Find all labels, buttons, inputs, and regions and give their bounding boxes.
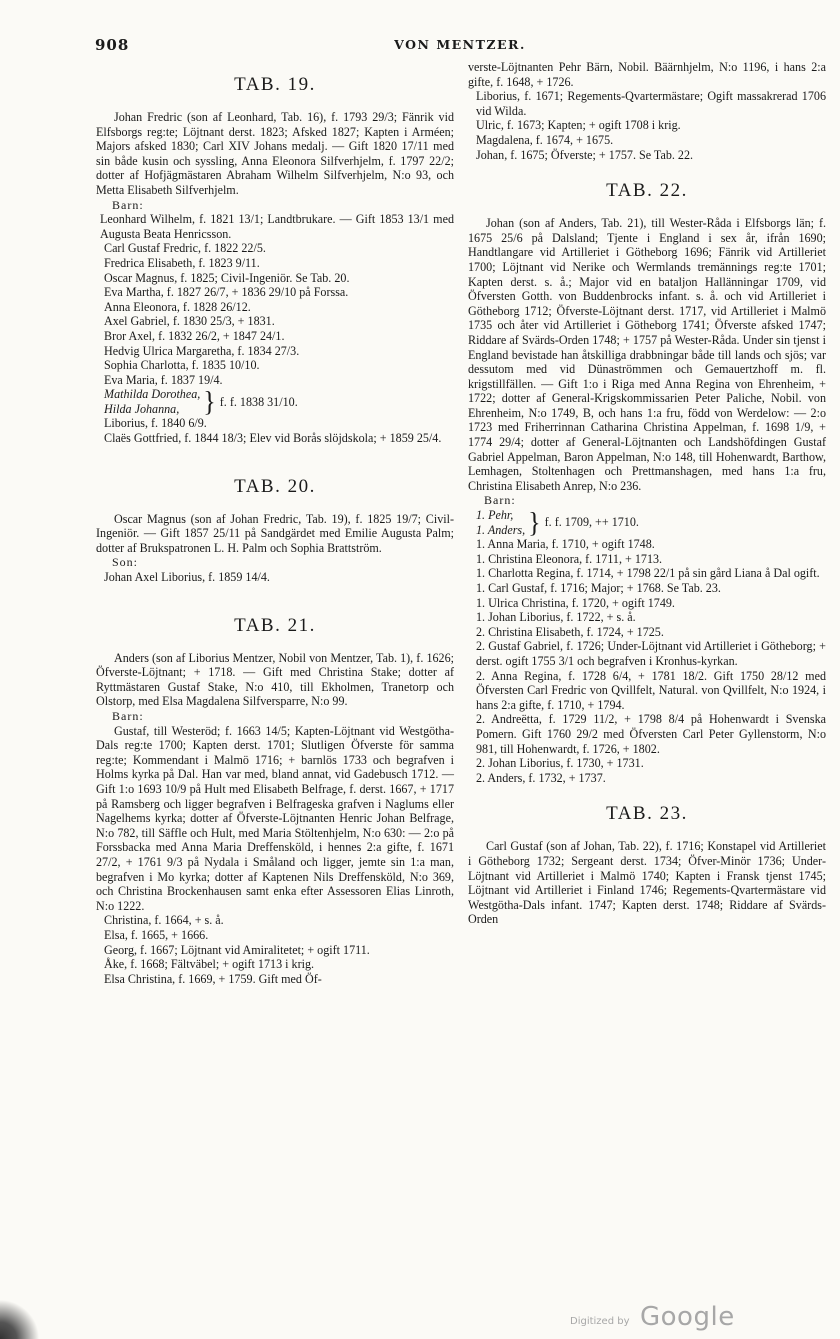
child-entry: Axel Gabriel, f. 1830 25/3, + 1831. (104, 314, 275, 329)
tab-22-heading: TAB. 22. (606, 180, 688, 202)
child-entry: Elsa, f. 1665, + 1666. (104, 927, 209, 942)
child-entry: Johan Axel Liborius, f. 1859 14/4. (104, 570, 270, 585)
digitized-by-text: Digitized by (570, 1316, 630, 1327)
tab-19-heading: TAB. 19. (234, 74, 316, 95)
tab-19-barn-label: Barn: (112, 197, 144, 212)
brace-glyph: } (203, 385, 216, 418)
tab-20-son-label: Son: (112, 555, 139, 570)
child-entry: 1. Johan Liborius, f. 1722, + s. å. (476, 610, 636, 625)
brace-glyph: } (528, 506, 541, 539)
child-entry: 1. Ulrica Christina, f. 1720, + ogift 1749. (476, 595, 675, 610)
child-entry: 2. Andreëtta, f. 1729 11/2, + 1798 8/4 på Hohenwardt i Svenska Pomern. Gift 1760 29/2 med Öfversten Carl Peter Gyllenstorm, N:o 981, till Hohenwardt, f. 1726, + 1802. (476, 712, 826, 756)
child-entry: Leonhard Wilhelm, f. 1821 13/1; Landtbrukare. — Gift 1853 13/1 med Augusta Beata Henricsson. (100, 212, 454, 241)
child-entry: 2. Gustaf Gabriel, f. 1726; Under-Löjtnant vid Artilleriet i Götheborg; + derst. ogift 1755 3/1 och begrafven i Kronhus-kyrkan. (476, 639, 826, 668)
tab-20-intro: Oscar Magnus (son af Johan Fredric, Tab. 19), f. 1825 19/7; Civil-Ingeniör. — Gift 1857 25/11 på Sandgärdet med Emilie Augusta Palm; dotter af Brukspatronen L. H. Palm och Sophia Brattström. (96, 511, 454, 555)
child-entry: 1. Anna Maria, f. 1710, + ogift 1748. (476, 537, 655, 552)
child-entry: 1. Christina Eleonora, f. 1711, + 1713. (476, 551, 663, 566)
tab-21-heading: TAB. 21. (234, 614, 316, 636)
tab-22-intro: Johan (son af Anders, Tab. 21), till Wester-Råda i Elfsborgs län; f. 1675 25/6 på Dalsland; Tjente i England i sex år, ifrån 1690; Handtlangare vid Artilleriet i Götheborg 1696; Fänrik vid Artilleriet 1700; Löjtnant vid Nerike och Wermlands tremännings reg:te 1701; Kapten derst. s. å.; Major vid en bataljon Hallänningar 1709, vid Öfversten Gotth. von Buddenbrocks infant. s. å. och vid Artilleriet i Götheborg 1712; Öfverste-Löjtnant derst. 1717, vid Artilleriet i Malmö 1735 och åter vid Artilleriet i Götheborg 1741; Öfverste afsked 1747; Riddare af Svärds-Orden 1748; + 1757 på Wester-Råda. Under sin tjenst i England bevistade han åtskilliga drabbningar både till lands och sjös; var dessutom med vid Dünaströmmen och Gemauertzhoff m. fl. krigstillfällen. — Gift 1:o i Riga med Anna Regina von Ehrenheim, + 1722; dotter af General-Krigskommissarien Peter Paliche, Nobil. von Ehrenheim, N:o 1749, B, och hans 1:a fru, född von Werdelow: — 2:o 1723 med Friherrinnan Catharina Christina Appelman, f. 1698 1/9, + 1774 29/4; dotter af General-Löjtnanten och Landshöfdingen Gustaf Gabriel Appelman, Baron Appelman, N:o 148, till Hohenwardt, Barthow, Lemhagen, Stoltenhagen och Prettmanshagen, med hans 1:a fru, Christina Elisabeth Anrep, N:o 236. (468, 216, 826, 493)
left-column (96, 66, 454, 986)
digitized-watermark (570, 1302, 800, 1332)
child-entry: Hedvig Ulrica Margaretha, f. 1834 27/3. (104, 343, 300, 358)
child-entry: 1. Charlotta Regina, f. 1714, + 1798 22/1 på sin gård Liana å Dal ogift. (476, 566, 820, 581)
twins-entry (468, 508, 826, 537)
tab-19-intro: Johan Fredric (son af Leonhard, Tab. 16), f. 1793 29/3; Fänrik vid Elfsborgs reg:te; Löjtnant derst. 1823; Afsked 1827; Kapten i Arméen; Majors afsked 1830; Carl XIV Johans medalj. — Gift 1820 17/11 med sin både kusin och syssling, Anna Eleonora Silfverhjelm, f. 1797 22/2; dotter af Hofjägmästaren Abraham Wilhelm Silfverhjelm, N:o 93, och Metta Elisabeth Silfverhjelm. (96, 110, 454, 197)
twin-date: f. f. 1709, ++ 1710. (544, 515, 639, 530)
child-entry: Bror Axel, f. 1832 26/2, + 1847 24/1. (104, 328, 285, 343)
page-number: 908 (95, 36, 130, 54)
child-entry: Sophia Charlotta, f. 1835 10/10. (104, 358, 260, 373)
child-entry: 2. Christina Elisabeth, f. 1724, + 1725. (476, 624, 664, 639)
running-head: VON MENTZER. (394, 37, 526, 52)
child-entry: Anna Eleonora, f. 1828 26/12. (104, 299, 251, 314)
twin-name: 1. Pehr, (476, 508, 514, 523)
child-entry: Claës Gottfried, f. 1844 18/3; Elev vid Borås slöjdskola; + 1859 25/4. (104, 431, 442, 446)
child-entry: Eva Martha, f. 1827 26/7, + 1836 29/10 på Forssa. (104, 285, 349, 300)
child-entry: Åke, f. 1668; Fältväbel; + ogift 1713 i krig. (104, 957, 315, 972)
child-entry: 2. Anders, f. 1732, + 1737. (476, 770, 606, 785)
twin-name: Hilda Johanna, (104, 401, 180, 416)
tab-21-barn-label: Barn: (112, 709, 144, 723)
child-entry: Ulric, f. 1673; Kapten; + ogift 1708 i krig. (476, 118, 681, 133)
twin-name: 1. Anders, (476, 522, 526, 537)
child-entry: Eva Maria, f. 1837 19/4. (104, 372, 223, 387)
tab-23-heading: TAB. 23. (606, 803, 688, 825)
tab-23-intro: Carl Gustaf (son af Johan, Tab. 22), f. 1716; Konstapel vid Artilleriet i Götheborg 1732; Sergeant derst. 1734; Öfver-Minör 1736; Under-Löjtnant vid Artilleriet i Malmö 1740; Kapten i Fransk tjenst 1745; Löjtnant vid Artilleriet i Finland 1746; Regements-Qvartermästare vid Westgötha-Dals infant. 1747; Kapten derst. 1748; Riddare af Svärds-Orden (468, 839, 826, 927)
child-entry: Elsa Christina, f. 1669, + 1759. Gift med Öf- (104, 971, 322, 986)
tab-20-heading: TAB. 20. (234, 475, 316, 497)
page-header (95, 36, 825, 58)
child-entry: 1. Carl Gustaf, f. 1716; Major; + 1768. Se Tab. 23. (476, 581, 721, 595)
child-entry: Christina, f. 1664, + s. å. (104, 913, 224, 928)
child-entry: Liborius, f. 1840 6/9. (104, 416, 207, 431)
child-entry: 2. Anna Regina, f. 1728 6/4, + 1781 18/2. Gift 1750 28/12 med Öfversten Carl Fredric von Qvillfelt, Natural. von Qvillfelt, N:o 1924, i hans 2:a gifte, f. 1710, + 1794. (476, 668, 826, 712)
child-entry: Georg, f. 1667; Löjtnant vid Amiralitetet; + ogift 1711. (104, 942, 370, 957)
twin-name: Mathilda Dorothea, (104, 387, 201, 402)
right-column (468, 60, 826, 927)
google-logo-text: Google (640, 1302, 735, 1332)
child-entry: Carl Gustaf Fredric, f. 1822 22/5. (104, 241, 266, 256)
continuation-entry: verste-Löjtnanten Pehr Bärn, Nobil. Bäärnhjelm, N:o 1196, i hans 2:a gifte, f. 1648, + 1726. (468, 60, 826, 89)
child-entry: Magdalena, f. 1674, + 1675. (476, 132, 614, 147)
twin-date: f. f. 1838 31/10. (219, 394, 298, 409)
child-entry-gustaf: Gustaf, till Westeröd; f. 1663 14/5; Kapten-Löjtnant vid Westgötha-Dals reg:te 1700; Kapten derst. 1701; Slutligen Öfverste för samma reg:te; Kommendant i Malmö 1716; + barnlös 1733 och begrafven i Holms kyrka på Dal. Han var med, bland annat, vid Gadebusch 1712. — Gift 1:o 1693 10/9 på Hult med Elisabeth Belfrage, f. derst. 1667, + 1717 på Ramsberg och ligger begrafven i Belfrageska grafven i Naglums eller Nagelhems kyrka; dotter af Öfverste-Löjtnanten Henric Johan Belfrage, N:o 782, till Säffle och Hult, med Maria Stöltenhjelm, N:o 630: — 2:o på Forssbacka med Anna Maria Dreffensköld, i hennes 2:a gifte, f. 1671 27/2, + 1761 9/3 på Nydala i Småland och ligger, jemte sin 1:a man, begrafven i Mo kyrka; dotter af Kaptenen Nils Dreffensköld, N:o 369, och Christina Brockenhausen samt enka efter Assessoren Elias Linroth, N:o 1222. (96, 723, 454, 913)
tab-21-intro: Anders (son af Liborius Mentzer, Nobil von Mentzer, Tab. 1), f. 1626; Öfverste-Löjtnant; + 1718. — Gift med Christina Stake; dotter af Ryttmästaren Gustaf Stake, N:o 410, till Ekholmen, Tranetorp och Olstorp, med Elsa Magdalena Silfversparre, N:o 99. (96, 650, 454, 709)
child-entry: Oscar Magnus, f. 1825; Civil-Ingeniör. Se Tab. 20. (104, 270, 350, 285)
child-entry: Fredrica Elisabeth, f. 1823 9/11. (104, 255, 260, 270)
tab-22-barn-label: Barn: (484, 493, 516, 508)
scan-smudge (0, 1300, 40, 1339)
child-entry: 2. Johan Liborius, f. 1730, + 1731. (476, 756, 644, 771)
child-entry: Johan, f. 1675; Öfverste; + 1757. Se Tab. 22. (476, 147, 694, 162)
twins-entry (96, 387, 454, 416)
child-entry: Liborius, f. 1671; Regements-Qvartermästare; Ogift massakrerad 1706 vid Wilda. (476, 89, 826, 118)
